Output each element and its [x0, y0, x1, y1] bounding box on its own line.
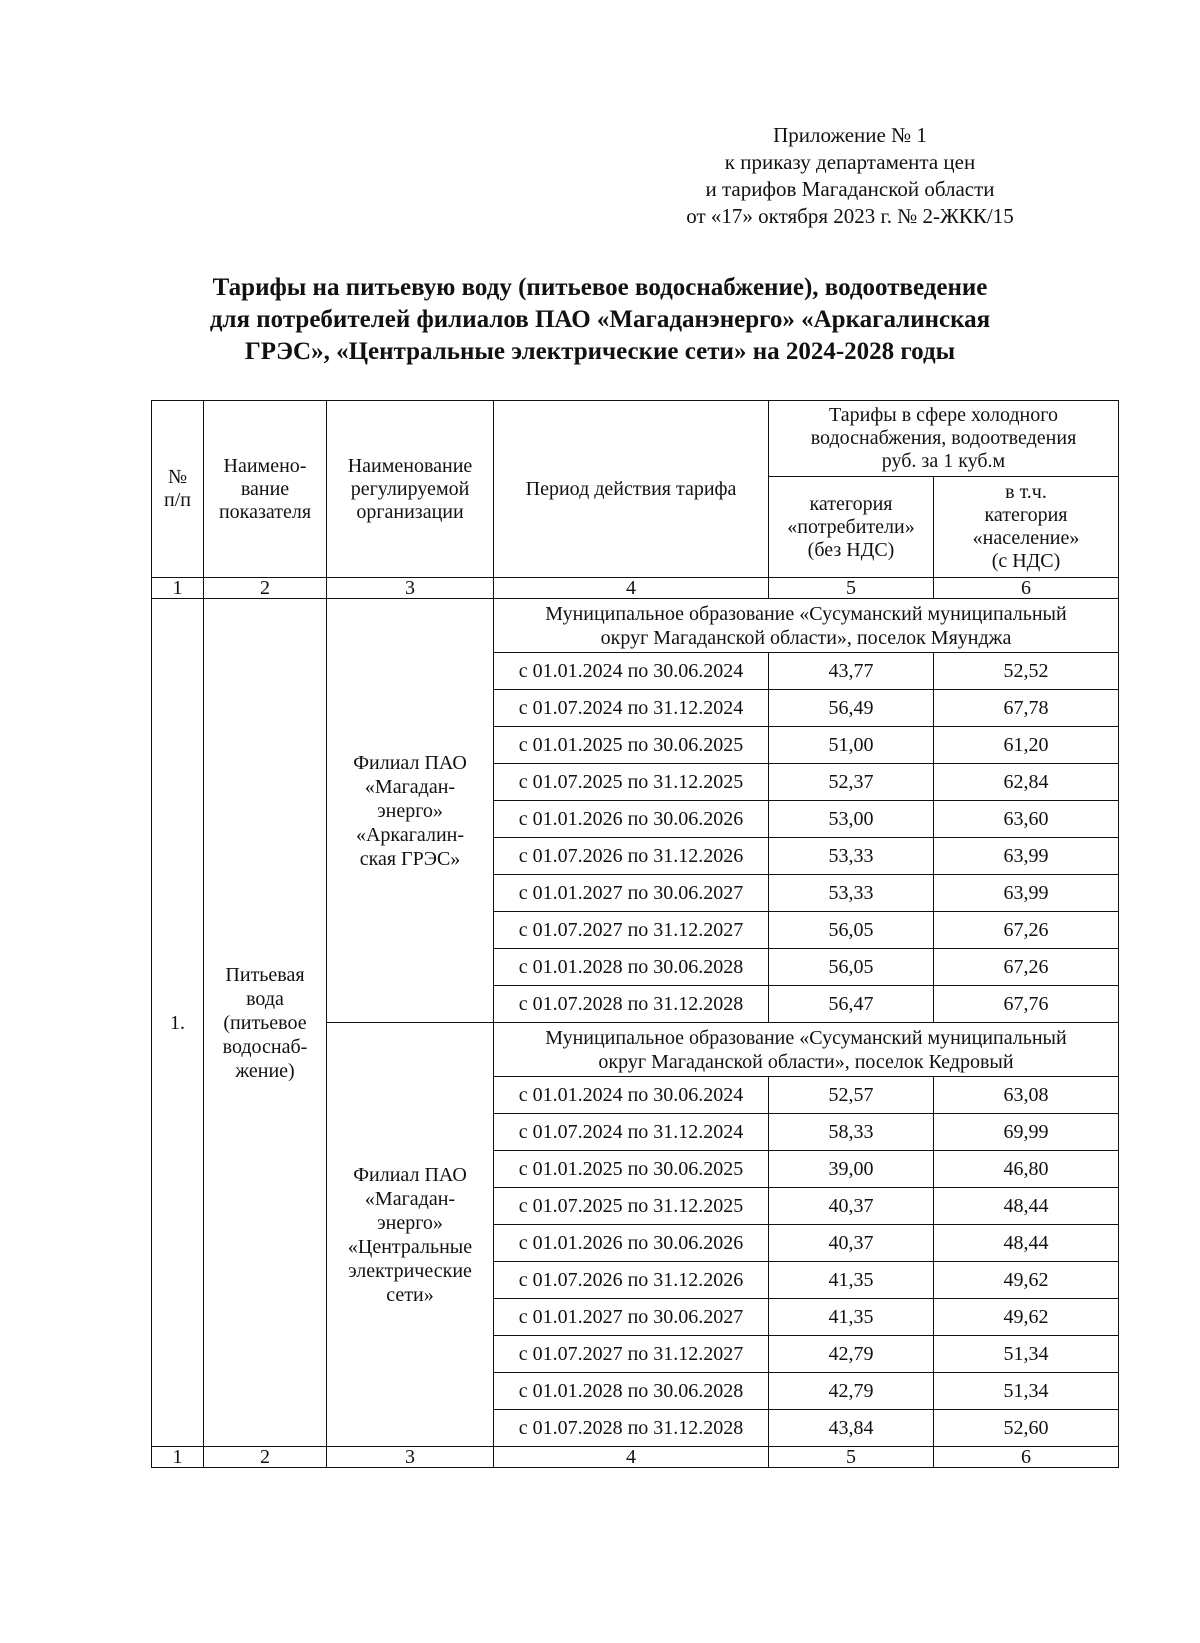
- header-group-line: водоснабжения, водоотведения: [810, 427, 1077, 449]
- header-group-line: руб. за 1 куб.м: [881, 450, 1006, 472]
- header-indicator-line: Наимено-: [223, 454, 307, 477]
- tariff-period: с 01.07.2026 по 31.12.2026: [494, 1262, 769, 1299]
- tariff-consumers: 43,84: [769, 1410, 934, 1447]
- header-number: [152, 401, 204, 578]
- column-number: 6: [934, 1447, 1119, 1468]
- header-organization-line: Наименование: [347, 454, 473, 477]
- tariff-period: с 01.01.2027 по 30.06.2027: [494, 875, 769, 912]
- title-line: для потребителей филиалов ПАО «Магаданэнерго» «Аркагалинская: [209, 306, 991, 333]
- title-line: ГРЭС», «Центральные электрические сети» на 2024-2028 годы: [244, 338, 956, 365]
- header-organization-line: регулируемой: [350, 477, 470, 500]
- column-number: 6: [934, 578, 1119, 599]
- tariff-period: с 01.01.2024 по 30.06.2024: [494, 1077, 769, 1114]
- tariff-consumers: 41,35: [769, 1262, 934, 1299]
- tariff-consumers: 52,37: [769, 764, 934, 801]
- tariff-consumers: 58,33: [769, 1114, 934, 1151]
- tariff-population: 49,62: [934, 1262, 1119, 1299]
- tariff-population: 62,84: [934, 764, 1119, 801]
- indicator-line: (питьевое: [223, 1011, 307, 1034]
- tariff-consumers: 56,47: [769, 986, 934, 1023]
- appendix-line: от «17» октября 2023 г. № 2-ЖКК/15: [686, 204, 1014, 228]
- indicator-line: вода: [246, 987, 284, 1010]
- organization-line: «Магадан-: [364, 1187, 456, 1210]
- indicator-line: водоснаб-: [222, 1035, 308, 1058]
- tariff-consumers: 56,49: [769, 690, 934, 727]
- appendix-line: и тарифов Магаданской области: [705, 177, 995, 201]
- tariff-period: с 01.07.2025 по 31.12.2025: [494, 1188, 769, 1225]
- municipality-row: [152, 599, 1119, 653]
- tariff-period: с 01.01.2026 по 30.06.2026: [494, 1225, 769, 1262]
- column-number: 1: [152, 1447, 204, 1468]
- tariff-consumers: 56,05: [769, 949, 934, 986]
- column-numbering-row: [152, 578, 1119, 599]
- tariff-consumers: 40,37: [769, 1188, 934, 1225]
- tariff-consumers: 53,00: [769, 801, 934, 838]
- header-indicator-line: вание: [240, 477, 290, 500]
- tariff-consumers: 42,79: [769, 1373, 934, 1410]
- tariff-period: с 01.07.2027 по 31.12.2027: [494, 1336, 769, 1373]
- tariff-consumers: 41,35: [769, 1299, 934, 1336]
- tariff-consumers: 43,77: [769, 653, 934, 690]
- header-period: Период действия тарифа: [494, 401, 769, 578]
- municipality-line: округ Магаданской области», поселок Мяунджа: [600, 626, 1012, 649]
- header-consumers-line: категория: [809, 492, 893, 515]
- header-group-line: Тарифы в сфере холодного: [829, 404, 1058, 426]
- organization-line: сети»: [386, 1283, 434, 1306]
- organization-line: Филиал ПАО: [353, 1163, 467, 1186]
- document-title: [120, 272, 1080, 368]
- tariff-population: 67,26: [934, 949, 1119, 986]
- tariff-population: 61,20: [934, 727, 1119, 764]
- organization-name: [327, 1023, 494, 1447]
- title-line: Тарифы на питьевую воду (питьевое водоснабжение), водоотведение: [212, 274, 988, 301]
- tariff-population: 51,34: [934, 1336, 1119, 1373]
- column-number: 4: [494, 578, 769, 599]
- tariff-population: 69,99: [934, 1114, 1119, 1151]
- tariff-consumers: 52,57: [769, 1077, 934, 1114]
- tariff-table: [151, 400, 1119, 1468]
- tariff-population: 46,80: [934, 1151, 1119, 1188]
- appendix-line: к приказу департамента цен: [724, 150, 976, 174]
- tariff-period: с 01.01.2028 по 30.06.2028: [494, 1373, 769, 1410]
- organization-line: ская ГРЭС»: [359, 847, 461, 870]
- municipality-name: [494, 1023, 1119, 1077]
- tariff-consumers: 53,33: [769, 875, 934, 912]
- row-number: 1.: [152, 599, 204, 1447]
- tariff-population: 63,08: [934, 1077, 1119, 1114]
- indicator-line: жение): [235, 1059, 295, 1082]
- tariff-population: 63,99: [934, 875, 1119, 912]
- tariff-consumers: 40,37: [769, 1225, 934, 1262]
- tariff-population: 49,62: [934, 1299, 1119, 1336]
- header-indicator-line: показателя: [218, 500, 312, 523]
- header-population-line: в т.ч.: [1005, 481, 1047, 503]
- column-number: 5: [769, 1447, 934, 1468]
- tariff-period: с 01.07.2026 по 31.12.2026: [494, 838, 769, 875]
- tariff-consumers: 53,33: [769, 838, 934, 875]
- column-number: 1: [152, 578, 204, 599]
- appendix-block: [640, 122, 1060, 230]
- tariff-consumers: 56,05: [769, 912, 934, 949]
- tariff-population: 52,60: [934, 1410, 1119, 1447]
- tariff-population: 67,76: [934, 986, 1119, 1023]
- header-number-line: №: [167, 466, 188, 488]
- indicator-line: Питьевая: [225, 963, 305, 986]
- tariff-population: 48,44: [934, 1225, 1119, 1262]
- municipality-line: Муниципальное образование «Сусуманский муниципальный: [545, 602, 1067, 625]
- organization-line: «Магадан-: [364, 775, 456, 798]
- tariff-period: с 01.07.2028 по 31.12.2028: [494, 986, 769, 1023]
- tariff-period: с 01.01.2025 по 30.06.2025: [494, 1151, 769, 1188]
- tariff-population: 48,44: [934, 1188, 1119, 1225]
- municipality-line: Муниципальное образование «Сусуманский муниципальный: [545, 1026, 1067, 1049]
- header-row: [152, 401, 1119, 477]
- organization-line: «Аркагалин-: [355, 823, 465, 846]
- header-number-line: п/п: [164, 489, 191, 511]
- tariff-population: 67,26: [934, 912, 1119, 949]
- header-consumers: [769, 477, 934, 578]
- tariff-period: с 01.07.2024 по 31.12.2024: [494, 1114, 769, 1151]
- tariff-consumers: 51,00: [769, 727, 934, 764]
- organization-name: [327, 599, 494, 1023]
- header-indicator: [204, 401, 327, 578]
- tariff-period: с 01.07.2028 по 31.12.2028: [494, 1410, 769, 1447]
- column-number: 5: [769, 578, 934, 599]
- column-number: 2: [204, 578, 327, 599]
- tariff-consumers: 42,79: [769, 1336, 934, 1373]
- organization-line: «Центральные: [347, 1235, 473, 1258]
- column-number: 4: [494, 1447, 769, 1468]
- tariff-period: с 01.01.2025 по 30.06.2025: [494, 727, 769, 764]
- header-organization-line: организации: [356, 500, 464, 523]
- column-numbering-row: [152, 1447, 1119, 1468]
- header-population-line: «население»: [972, 527, 1080, 549]
- appendix-line: Приложение № 1: [773, 123, 927, 147]
- header-consumers-line: «потребители»: [787, 515, 915, 538]
- column-number: 2: [204, 1447, 327, 1468]
- tariff-population: 52,52: [934, 653, 1119, 690]
- tariff-period: с 01.01.2024 по 30.06.2024: [494, 653, 769, 690]
- municipality-line: округ Магаданской области», поселок Кедровый: [598, 1050, 1014, 1073]
- tariff-population: 67,78: [934, 690, 1119, 727]
- tariff-population: 63,60: [934, 801, 1119, 838]
- tariff-consumers: 39,00: [769, 1151, 934, 1188]
- column-number: 3: [327, 578, 494, 599]
- organization-line: энерго»: [377, 1211, 443, 1234]
- tariff-period: с 01.07.2024 по 31.12.2024: [494, 690, 769, 727]
- header-organization: [327, 401, 494, 578]
- header-population: [934, 477, 1119, 578]
- tariff-population: 63,99: [934, 838, 1119, 875]
- tariff-period: с 01.01.2027 по 30.06.2027: [494, 1299, 769, 1336]
- tariff-population: 51,34: [934, 1373, 1119, 1410]
- organization-line: Филиал ПАО: [353, 751, 467, 774]
- municipality-name: [494, 599, 1119, 653]
- tariff-period: с 01.01.2026 по 30.06.2026: [494, 801, 769, 838]
- header-population-line: категория: [984, 504, 1068, 526]
- tariff-table-body: [152, 401, 1119, 1468]
- tariff-period: с 01.07.2027 по 31.12.2027: [494, 912, 769, 949]
- organization-line: электрические: [348, 1259, 472, 1282]
- organization-line: энерго»: [377, 799, 443, 822]
- header-tariff-group: [769, 401, 1119, 477]
- tariff-period: с 01.07.2025 по 31.12.2025: [494, 764, 769, 801]
- indicator-name: [204, 599, 327, 1447]
- header-population-line: (с НДС): [991, 550, 1061, 572]
- column-number: 3: [327, 1447, 494, 1468]
- header-consumers-line: (без НДС): [807, 538, 895, 561]
- tariff-period: с 01.01.2028 по 30.06.2028: [494, 949, 769, 986]
